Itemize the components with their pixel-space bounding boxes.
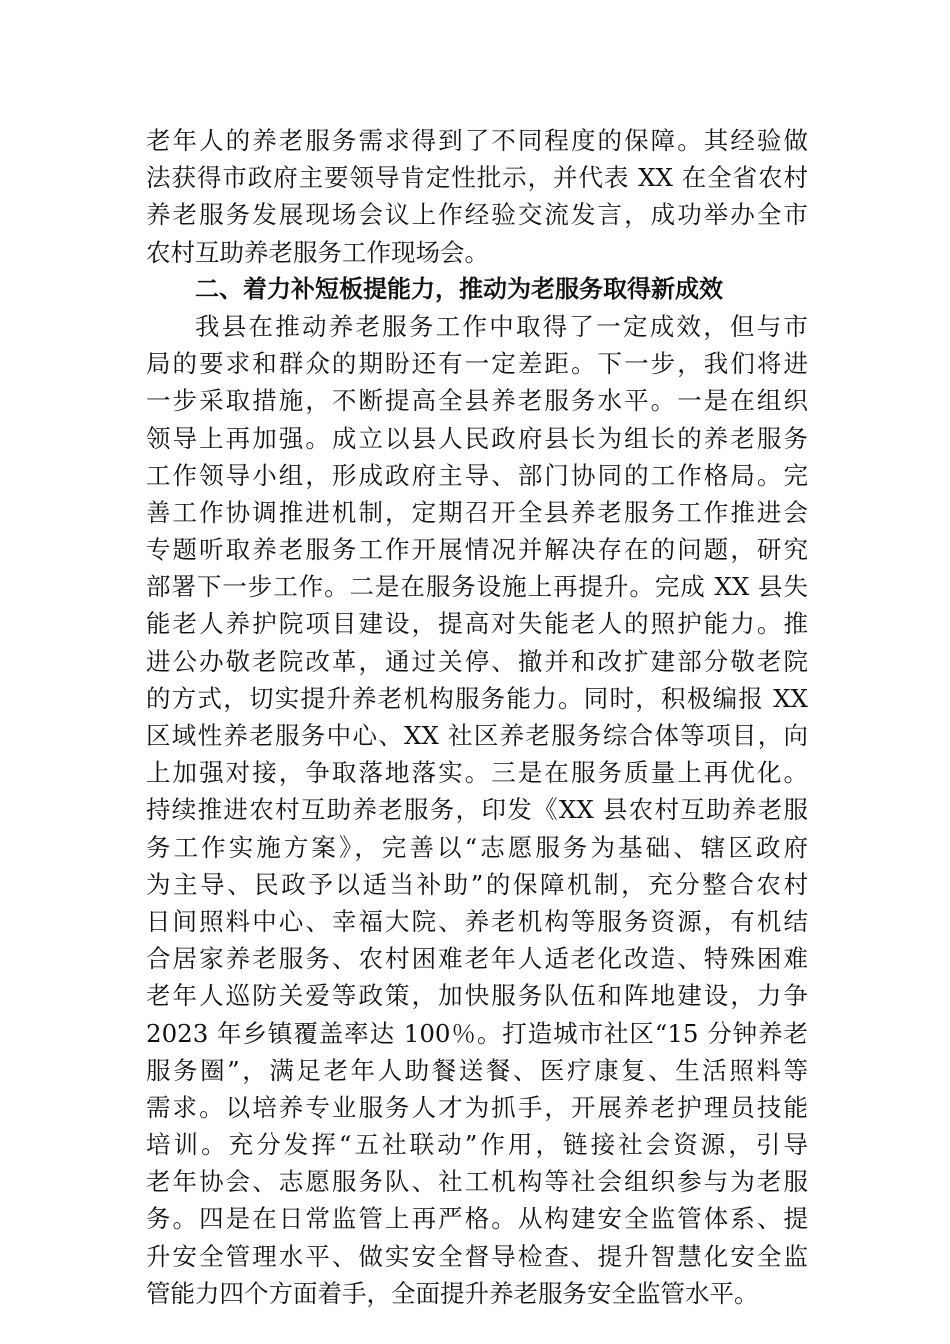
paragraph-line: 合居家养老服务、农村困难老年人适老化改造、特殊困难 <box>146 944 808 974</box>
paragraph-line: 老年协会、志愿服务队、社工机构等社会组织参与为老服 <box>146 1167 808 1197</box>
paragraph-line: 农村互助养老服务工作现场会。 <box>146 237 489 267</box>
paragraph-line: 务。四是在日常监管上再严格。从构建安全监管体系、提 <box>146 1204 808 1234</box>
paragraph-line: 老年人巡防关爱等政策，加快服务队伍和阵地建设，力争 <box>146 981 808 1011</box>
paragraph-line: 部署下一步工作。二是在服务设施上再提升。完成 XX 县失 <box>146 572 808 602</box>
paragraph-line: 管能力四个方面着手，全面提升养老服务安全监管水平。 <box>146 1278 759 1308</box>
document-body <box>146 122 808 1312</box>
paragraph-line: 需求。以培养专业服务人才为抓手，开展养老护理员技能 <box>146 1092 808 1122</box>
paragraph-line: 善工作协调推进机制，定期召开全县养老服务工作推进会 <box>146 497 808 527</box>
paragraph-line: 持续推进农村互助养老服务，印发《XX 县农村互助养老服 <box>146 795 808 825</box>
paragraph-line: 2023 年乡镇覆盖率达 100％。打造城市社区“15 分钟养老 <box>146 1018 808 1048</box>
paragraph-line: 能老人养护院项目建设，提高对失能老人的照护能力。推 <box>146 609 808 639</box>
paragraph-line: 一步采取措施，不断提高全县养老服务水平。一是在组织 <box>146 386 808 416</box>
paragraph-line: 我县在推动养老服务工作中取得了一定成效，但与市 <box>195 311 808 341</box>
paragraph-line: 工作领导小组，形成政府主导、部门协同的工作格局。完 <box>146 460 808 490</box>
section-heading: 二、着力补短板提能力，推动为老服务取得新成效 <box>195 274 723 303</box>
paragraph-line: 务工作实施方案》，完善以“志愿服务为基础、辖区政府 <box>146 832 808 862</box>
paragraph-line: 领导上再加强。成立以县人民政府县长为组长的养老服务 <box>146 423 808 453</box>
paragraph-line: 服务圈”，满足老年人助餐送餐、医疗康复、生活照料等 <box>146 1055 808 1085</box>
paragraph-line: 区域性养老服务中心、XX 社区养老服务综合体等项目，向 <box>146 721 808 750</box>
paragraph-line: 专题听取养老服务工作开展情况并解决存在的问题，研究 <box>146 535 808 565</box>
paragraph-line: 进公办敬老院改革，通过关停、撤并和改扩建部分敬老院 <box>146 646 808 676</box>
paragraph-line: 老年人的养老服务需求得到了不同程度的保障。其经验做 <box>146 126 808 155</box>
paragraph-line: 的方式，切实提升养老机构服务能力。同时，积极编报 XX <box>146 683 808 713</box>
paragraph-line: 养老服务发展现场会议上作经验交流发言，成功举办全市 <box>146 200 808 230</box>
paragraph-line: 上加强对接，争取落地落实。三是在服务质量上再优化。 <box>146 758 808 788</box>
paragraph-line: 局的要求和群众的期盼还有一定差距。下一步，我们将进 <box>146 349 808 379</box>
paragraph-line: 日间照料中心、幸福大院、养老机构等服务资源，有机结 <box>146 906 808 936</box>
paragraph-line: 升安全管理水平、做实安全督导检查、提升智慧化安全监 <box>146 1241 808 1271</box>
paragraph-line: 培训。充分发挥“五社联动”作用，链接社会资源，引导 <box>146 1130 808 1160</box>
paragraph-line: 为主导、民政予以适当补助”的保障机制，充分整合农村 <box>146 869 808 899</box>
paragraph-line: 法获得市政府主要领导肯定性批示，并代表 XX 在全省农村 <box>146 163 808 193</box>
